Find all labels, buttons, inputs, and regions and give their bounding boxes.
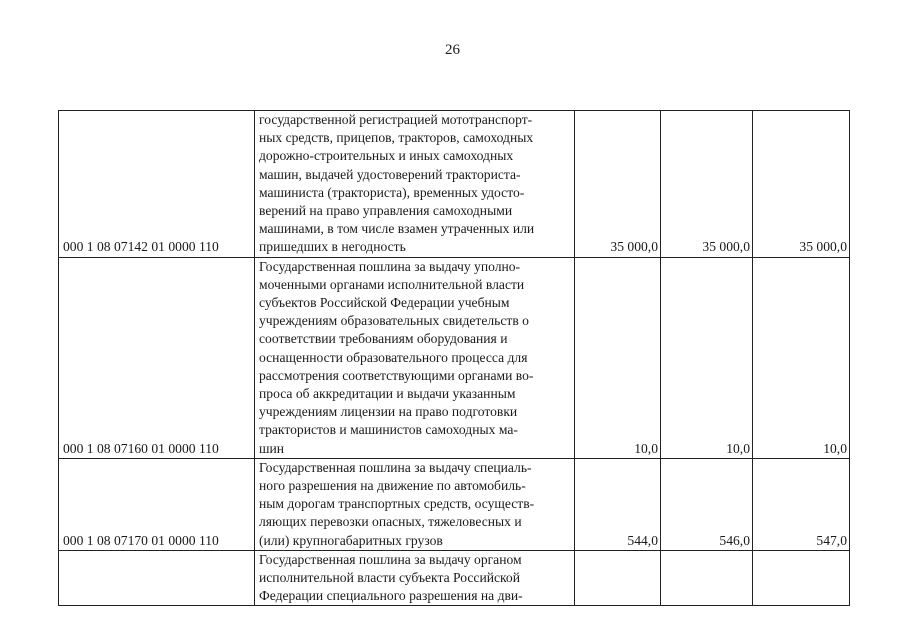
table-row — [59, 111, 850, 258]
income-name-cell: Государственная пошлина за выдачу уполно- моченными органами исполнительной власти субъектов Российской Федерации учебным учреждениям образовательных свидетельств о соответствии требованиям оборудования и оснащенности образовательного процесса для рассмотрения соответствующими органами во- проса об аккредитации и выдачи указанным учреждениям лицензии на право подготовки трактористов и машинистов самоходных ма- шин — [255, 257, 575, 458]
amount-year3-cell: 35 000,0 — [753, 111, 850, 258]
amount-year2-cell: 10,0 — [661, 257, 753, 458]
table-row — [59, 257, 850, 458]
page-number: 26 — [445, 42, 460, 58]
income-name-cell: государственной регистрацией мототранспорт- ных средств, прицепов, тракторов, самоходных дорожно-строительных и иных самоходных машин, выдачей удостоверений тракториста- машиниста (тракториста), временных удосто- верений на право управления самоходными машинами, в том числе взамен утраченных или пришедших в негодность — [255, 111, 575, 258]
budget-code-cell — [59, 550, 255, 606]
amount-year2-cell — [661, 550, 753, 606]
income-name-cell: Государственная пошлина за выдачу органом исполнительной власти субъекта Российской Федерации специального разрешения на дви- — [255, 550, 575, 606]
amount-year3-cell: 10,0 — [753, 257, 850, 458]
amount-year3-cell — [753, 550, 850, 606]
table-row — [59, 550, 850, 606]
budget-code-cell: 000 1 08 07142 01 0000 110 — [59, 111, 255, 258]
amount-year3-cell: 547,0 — [753, 458, 850, 550]
amount-year1-cell: 544,0 — [575, 458, 661, 550]
amount-year1-cell: 10,0 — [575, 257, 661, 458]
amount-year1-cell — [575, 550, 661, 606]
income-name-cell: Государственная пошлина за выдачу специаль- ного разрешения на движение по автомобиль- ным дорогам транспортных средств, осуществ- ляющих перевозки опасных, тяжеловесных и (или) крупногабаритных грузов — [255, 458, 575, 550]
budget-code-cell: 000 1 08 07170 01 0000 110 — [59, 458, 255, 550]
table-row — [59, 458, 850, 550]
budget-table — [58, 110, 850, 606]
amount-year2-cell: 35 000,0 — [661, 111, 753, 258]
amount-year1-cell: 35 000,0 — [575, 111, 661, 258]
budget-code-cell: 000 1 08 07160 01 0000 110 — [59, 257, 255, 458]
amount-year2-cell: 546,0 — [661, 458, 753, 550]
